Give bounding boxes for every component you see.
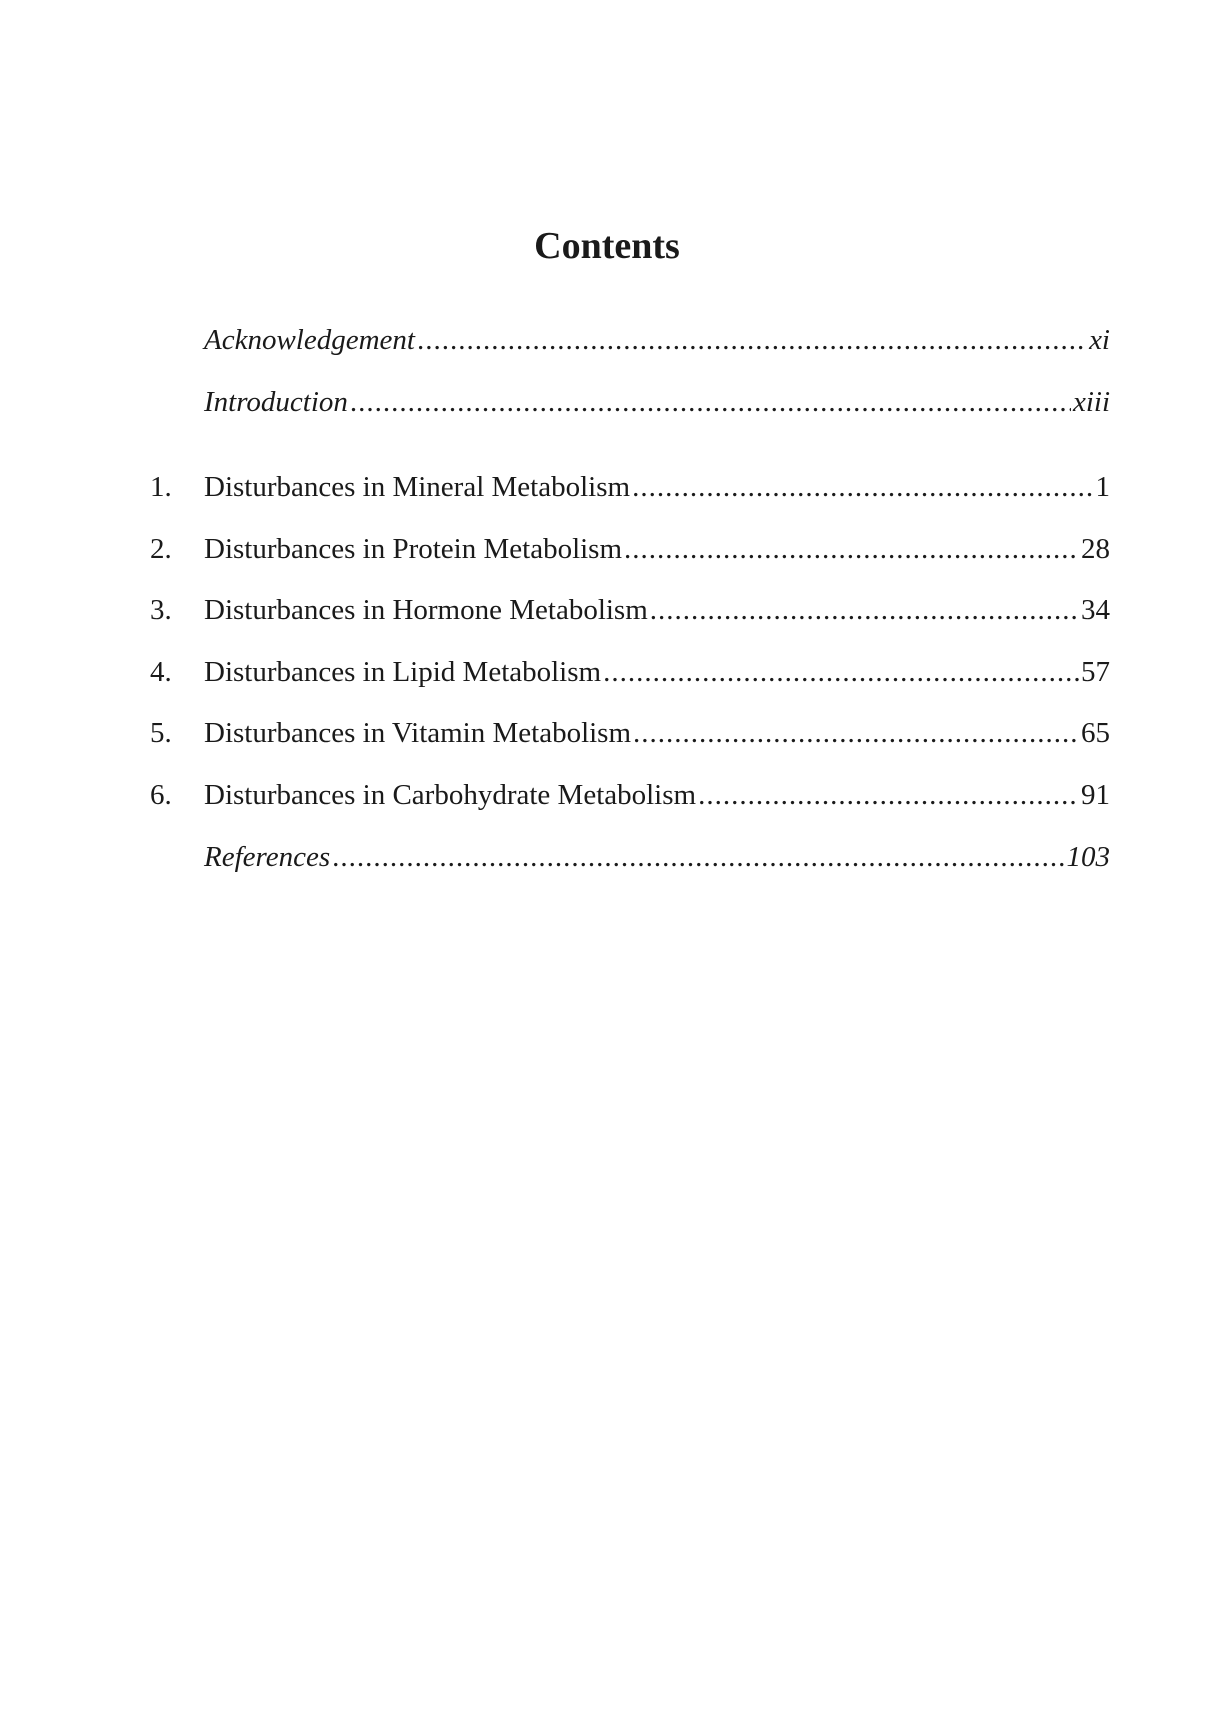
toc-entry-label: Disturbances in Vitamin Metabolism bbox=[204, 717, 632, 749]
toc-entry-page: xiii bbox=[1072, 386, 1110, 418]
toc-entry-chapter-3 bbox=[150, 590, 1110, 630]
toc-entry-page: 65 bbox=[1081, 717, 1110, 749]
toc-entry-number: 3. bbox=[150, 594, 172, 626]
toc-dot-leader bbox=[698, 775, 1079, 815]
toc-entry-introduction bbox=[150, 382, 1110, 422]
toc-entry-number: 6. bbox=[150, 779, 172, 811]
toc-entry-label: Acknowledgement bbox=[204, 324, 415, 356]
toc-entry-chapter-1 bbox=[150, 467, 1110, 507]
page-title: Contents bbox=[534, 225, 680, 267]
toc-entry-label: Disturbances in Mineral Metabolism bbox=[204, 471, 631, 503]
toc-dot-leader bbox=[417, 320, 1087, 360]
toc-entry-page: 1 bbox=[1095, 471, 1110, 503]
toc-entry-label: References bbox=[204, 841, 331, 873]
toc-entry-page: 34 bbox=[1081, 594, 1110, 626]
toc-entry-acknowledgement bbox=[150, 320, 1110, 360]
toc-dot-leader bbox=[624, 529, 1079, 569]
toc-entry-chapter-4 bbox=[150, 652, 1110, 692]
toc-entry-label: Disturbances in Lipid Metabolism bbox=[204, 656, 602, 688]
toc-dot-leader bbox=[633, 713, 1079, 753]
toc-dot-leader bbox=[603, 652, 1079, 692]
toc-entry-label: Disturbances in Protein Metabolism bbox=[204, 533, 623, 565]
toc-entry-number: 1. bbox=[150, 471, 172, 503]
toc-entry-page: 103 bbox=[1066, 841, 1110, 873]
toc-entry-page: xi bbox=[1089, 324, 1110, 356]
toc-entry-page: 91 bbox=[1081, 779, 1110, 811]
toc-dot-leader bbox=[650, 590, 1079, 630]
toc-entry-number: 5. bbox=[150, 717, 172, 749]
toc-entry-page: 57 bbox=[1081, 656, 1110, 688]
toc-entry-chapter-2 bbox=[150, 529, 1110, 569]
toc-dot-leader bbox=[632, 467, 1093, 507]
toc-entry-label: Introduction bbox=[204, 386, 348, 418]
toc-entry-number: 4. bbox=[150, 656, 172, 688]
toc-entry-label: Disturbances in Carbohydrate Metabolism bbox=[204, 779, 697, 811]
toc-entry-chapter-5 bbox=[150, 713, 1110, 753]
toc-dot-leader bbox=[332, 837, 1064, 877]
toc-dot-leader bbox=[350, 382, 1071, 422]
toc-entry-number: 2. bbox=[150, 533, 172, 565]
toc-entry-references bbox=[150, 837, 1110, 877]
toc-entry-chapter-6 bbox=[150, 775, 1110, 815]
toc-entry-page: 28 bbox=[1081, 533, 1110, 565]
toc-entry-label: Disturbances in Hormone Metabolism bbox=[204, 594, 648, 626]
